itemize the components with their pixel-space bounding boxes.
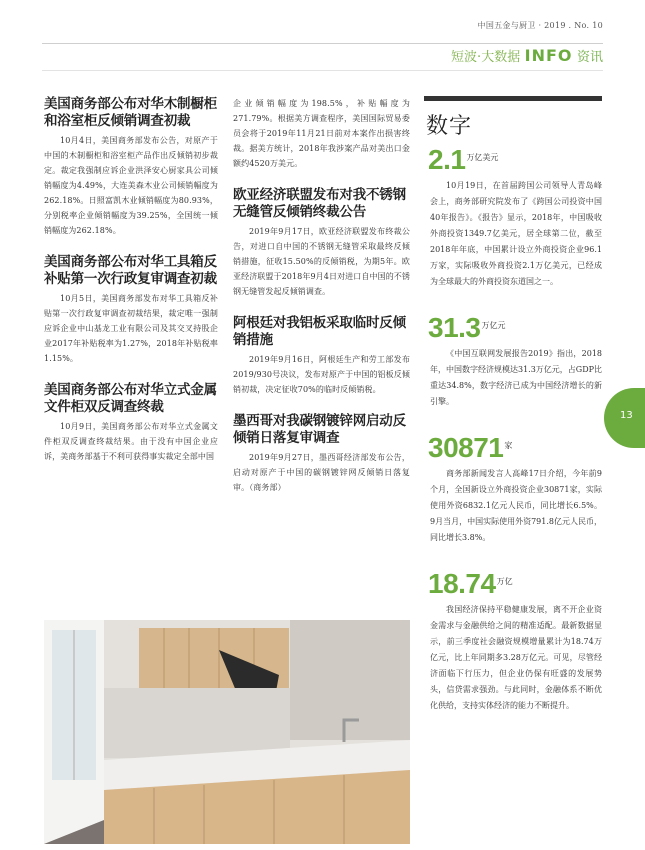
article-title: 墨西哥对我碳钢镀锌网启动反倾销日落复审调查 (233, 413, 406, 446)
stat-text: 我国经济保持平稳健康发展，离不开企业资金需求与金融供给之间的精准适配。最新数据显示，前三季度社会融资规模增量累计为18.74万亿元，比上年同期多3.28万亿元。可见，尽管经济面临下行压力，但企业仍保有旺盛的发展势头，信贷需求强劲。与此同时，金融体系不断优化供给，支持实体经济的能力不断提升。 (430, 605, 602, 710)
article-title: 美国商务部公布对华木制橱柜和浴室柜反倾销调查初裁 (44, 96, 217, 129)
stat-value: $30871^家$ (428, 432, 513, 463)
stat-value: $18.74^{万亿}$ (428, 568, 513, 599)
numbers-sidebar (424, 96, 602, 714)
section-dot: · (477, 50, 482, 65)
kitchen-photo (44, 620, 410, 844)
stat-value: $31.3^{万亿元}$ (428, 312, 506, 343)
section-short: 短波 (451, 50, 478, 65)
article-title: 美国商务部公布对华立式金属文件柜双反调查终裁 (44, 382, 217, 415)
article-title: 美国商务部公布对华工具箱反补贴第一次行政复审调查初裁 (44, 254, 217, 287)
section-big: 大数据 (481, 50, 521, 65)
article-body: 2019年9月16日，阿根廷生产和劳工部发布2019/930号决议，发布对原产于中国的铝板反倾销初裁，决定征收70%的临时反倾销税。 (233, 355, 410, 394)
article-body: 10月4日，美国商务部发布公告，对原产于中国的木制橱柜和浴室柜产品作出反倾销初步裁定。裁定我强制应诉企业洪泽安心厨家具公司倾销幅度为4.49%，大连美森木业公司倾销幅度为262.18%。日照富凯木业倾销幅度为80.93%，分别税率企业倾销幅度为39.25%，全国统一倾销幅度为262.18%。 (44, 136, 218, 235)
header-divider (42, 43, 603, 44)
article-body: 2019年9月17日，欧亚经济联盟发布终裁公告，对进口自中国的不锈钢无缝管采取最终反倾销措施，征收15.50%的反倾销税，为期5年。欧亚经济联盟于2018年9月4日对进口自中国的不锈钢无缝管发起反倾销调查。 (233, 227, 410, 296)
article-body: 10月9日，美国商务部公布对华立式金属文件柜双反调查终裁结果。由于没有中国企业应诉，美商务部基于不利可获得事实裁定全部中国 (44, 422, 218, 461)
article-body-continued: 企业倾销幅度为198.5%，补贴幅度为271.79%。根据美方调查程序，美国国际贸易委员会将于2019年11月21日前对本案作出损害终裁。据美方统计，2018年我涉案产品对美出口金额约4520万美元。 (233, 99, 410, 168)
sidebar-title: 数字 (426, 114, 473, 139)
page-number-tab (604, 388, 645, 448)
sidebar-top-bar (424, 96, 602, 101)
article-body: 2019年9月27日，墨西哥经济部发布公告，启动对原产于中国的碳钢镀锌网反倾销日落复审。（商务部） (233, 453, 410, 492)
page-number: 13 (620, 410, 633, 421)
section-news: 资讯 (576, 50, 603, 65)
journal-header: 中国五金与厨卫 · 2019 . No. 10 (477, 21, 603, 30)
stat-text: 商务部新闻发言人高峰17日介绍，今年前9个月，全国新设立外商投资企业30871家，实际使用外资6832.1亿元人民币，同比增长6.5%。9月当月，中国实际使用外资791.8亿元人民币，同比增长3.8%。 (430, 469, 602, 542)
stat-text: 10月19日，在首届跨国公司领导人青岛峰会上，商务部研究院发布了《跨国公司投资中国40年报告》。《报告》显示，2018年，中国吸收外商投资1349.7亿美元，居全球第二位，截至2018年年底，中国累计设立外商投资企业96.1万家，实际吸收外商投资2.1万亿美元，已经成为全球最大的外商投资东道国之一。 (430, 181, 602, 286)
stat-text: 《中国互联网发展报告2019》指出，2018年，中国数字经济规模达31.3万亿元，占GDP比重达34.8%，数字经济已成为中国经济增长的新引擎。 (430, 349, 602, 406)
section-label (451, 46, 603, 65)
header-divider-2 (42, 70, 603, 71)
column-middle (233, 96, 410, 495)
column-left (44, 96, 218, 464)
article-body: 10月5日，美国商务部发布对华工具箱反补贴第一次行政复审调查初裁结果，裁定唯一强制应诉企业中山基龙工业有限公司及其交叉持股企业2017年补贴税率为1.27%，2018年补贴税率1.15%。 (44, 294, 218, 363)
section-info: INFO (524, 46, 573, 65)
article-title: 阿根廷对我铝板采取临时反倾销措施 (233, 315, 406, 348)
stat-value: $2.1^{万亿美元}$ (428, 144, 499, 175)
article-title: 欧亚经济联盟发布对我不锈钢无缝管反倾销终裁公告 (233, 187, 406, 220)
